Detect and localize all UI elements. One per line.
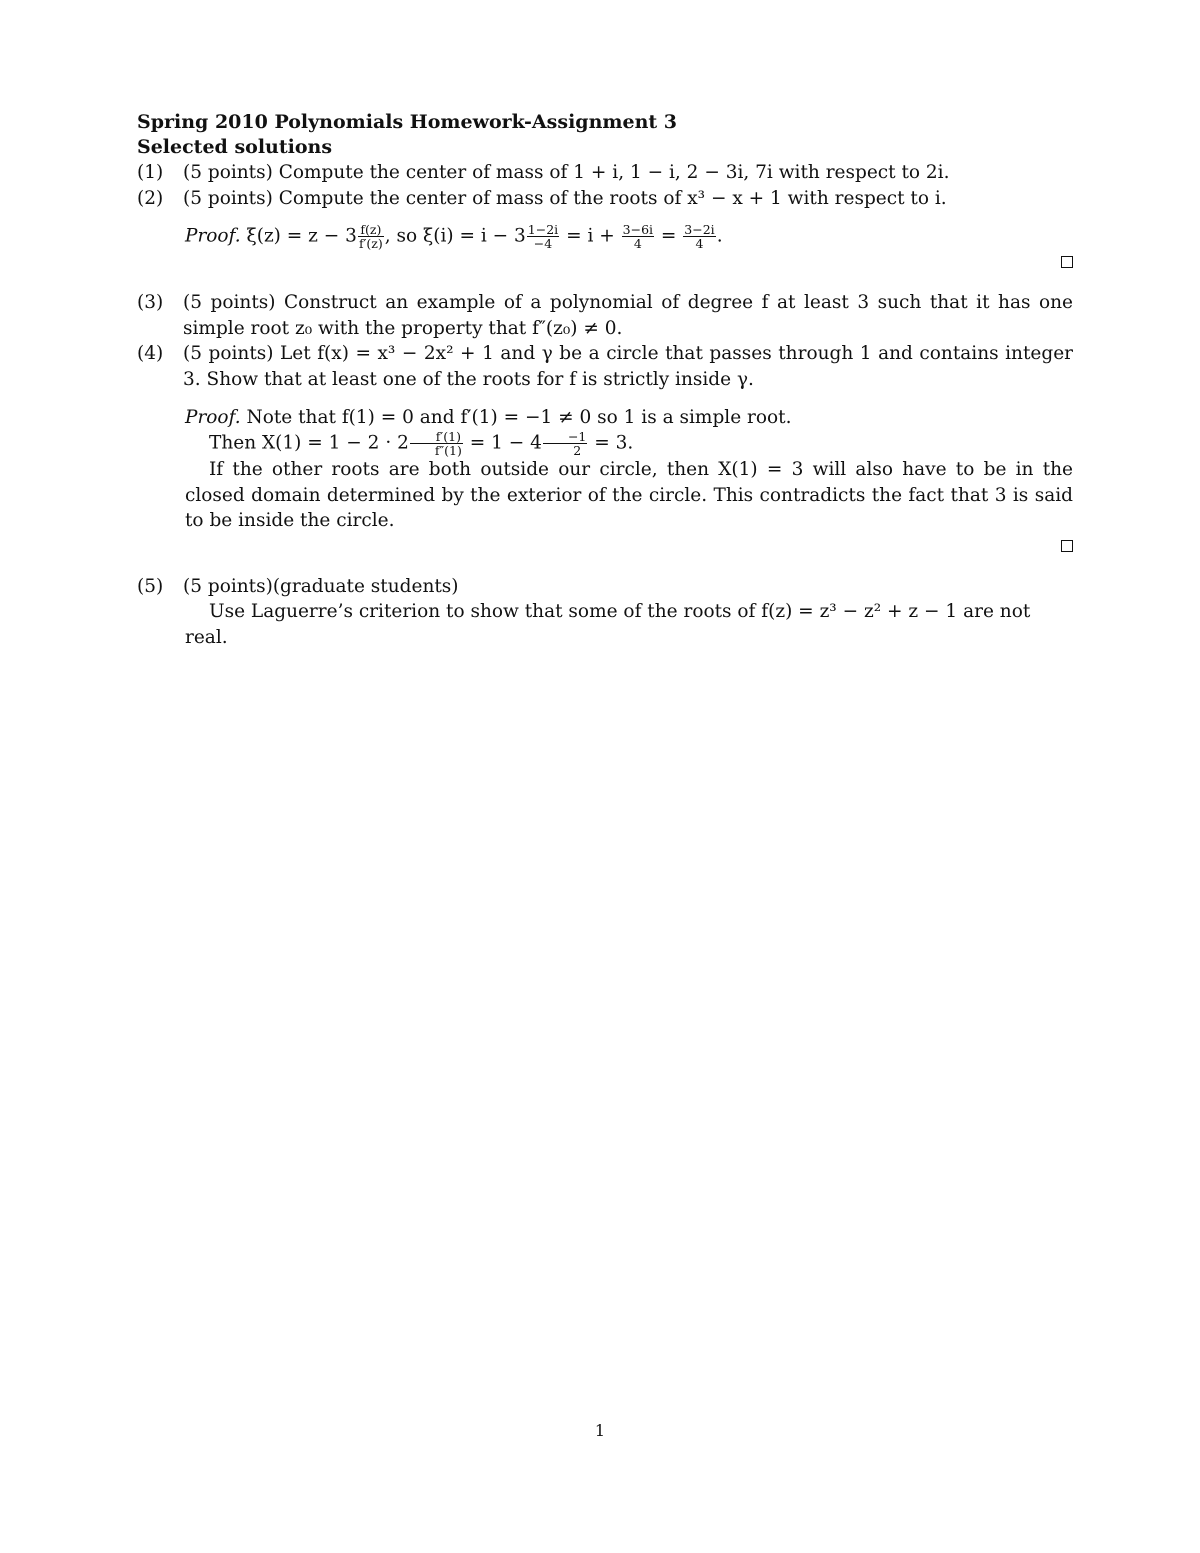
problem-4 <box>137 341 1073 392</box>
fraction <box>683 223 715 250</box>
proof-label: Proof. <box>185 225 241 247</box>
proof-text: ξ(z) = z − 3 <box>246 225 357 247</box>
proof-problem-4 <box>137 405 1073 534</box>
fraction-numerator: f′(1) <box>410 430 463 444</box>
proof-text: , so ξ(i) = i − 3 <box>384 225 526 247</box>
page-number: 1 <box>594 1421 606 1440</box>
fraction-numerator: f(z) <box>358 223 384 237</box>
proof-text: = <box>655 225 683 247</box>
qed-square-icon <box>1061 540 1073 552</box>
proof-problem-2 <box>137 223 1073 250</box>
fraction-denominator: f″(1) <box>434 443 462 459</box>
fraction-numerator: 1−2i <box>527 222 559 238</box>
document-subtitle: Selected solutions <box>137 136 333 159</box>
fraction-numerator: 3−6i <box>622 222 654 238</box>
fraction <box>358 223 384 250</box>
problem-text: (5 points) Compute the center of mass of the roots of x³ − x + 1 with respect to i. <box>183 187 947 209</box>
fraction-numerator: 3−2i <box>684 222 715 238</box>
problem-number: (4) <box>137 343 164 365</box>
fraction <box>543 430 587 457</box>
proof-line <box>185 430 1073 457</box>
problem-2 <box>137 186 1073 212</box>
problem-5-body: Use Laguerre’s criterion to show that some of the roots of f(z) = z³ − z² + z − 1 are not real. <box>185 601 1031 648</box>
proof-text: Note that f(1) = 0 and f′(1) = −1 ≠ 0 so 1 is a simple root. <box>246 406 792 428</box>
fraction-denominator: 4 <box>695 236 704 252</box>
proof-text: Then X(1) = 1 − 2 · 2 <box>209 432 409 454</box>
fraction-denominator: 2 <box>573 443 582 459</box>
problem-text: (5 points) Construct an example of a polynomial of degree f at least 3 such that it has one simple root z₀ with the property that f″(z₀) ≠ 0. <box>183 292 1073 339</box>
fraction <box>622 223 654 250</box>
fraction <box>527 223 559 250</box>
fraction-denominator: −4 <box>533 236 553 252</box>
problem-5 <box>137 574 1073 600</box>
document-page <box>137 110 1073 650</box>
problem-text: (5 points)(graduate students) <box>183 575 459 597</box>
problem-number: (1) <box>137 162 164 184</box>
proof-text: . <box>716 225 723 247</box>
fraction <box>410 430 463 457</box>
problem-number: (5) <box>137 575 164 597</box>
proof-text: = 3. <box>588 432 634 454</box>
proof-line <box>185 405 1073 431</box>
fraction-denominator: 4 <box>633 236 642 252</box>
problem-3 <box>137 290 1073 341</box>
fraction-numerator: −1 <box>543 430 587 444</box>
proof-text: = 1 − 4 <box>463 432 542 454</box>
problem-text: (5 points) Compute the center of mass of 1 + i, 1 − i, 2 − 3i, 7i with respect to 2i. <box>183 162 950 184</box>
qed-square-icon <box>1061 256 1073 268</box>
proof-label: Proof. <box>185 406 241 428</box>
qed-row <box>137 250 1073 286</box>
qed-row <box>137 534 1073 570</box>
problem-1 <box>137 160 1073 186</box>
problem-number: (2) <box>137 187 164 209</box>
problem-number: (3) <box>137 292 164 314</box>
document-title: Spring 2010 Polynomials Homework-Assignment 3 <box>137 111 678 133</box>
fraction-denominator: f′(z) <box>358 236 383 252</box>
proof-text: = i + <box>560 225 621 247</box>
proof-paragraph: If the other roots are both outside our circle, then X(1) = 3 will also have to be in the closed domain determined by the exterior of the circle. This contradicts the fact that 3 is said to be inside the circle. <box>185 459 1073 532</box>
problem-text: (5 points) Let f(x) = x³ − 2x² + 1 and γ be a circle that passes through 1 and contains integer 3. Show that at least one of the roots for f is strictly inside γ. <box>183 343 1073 390</box>
